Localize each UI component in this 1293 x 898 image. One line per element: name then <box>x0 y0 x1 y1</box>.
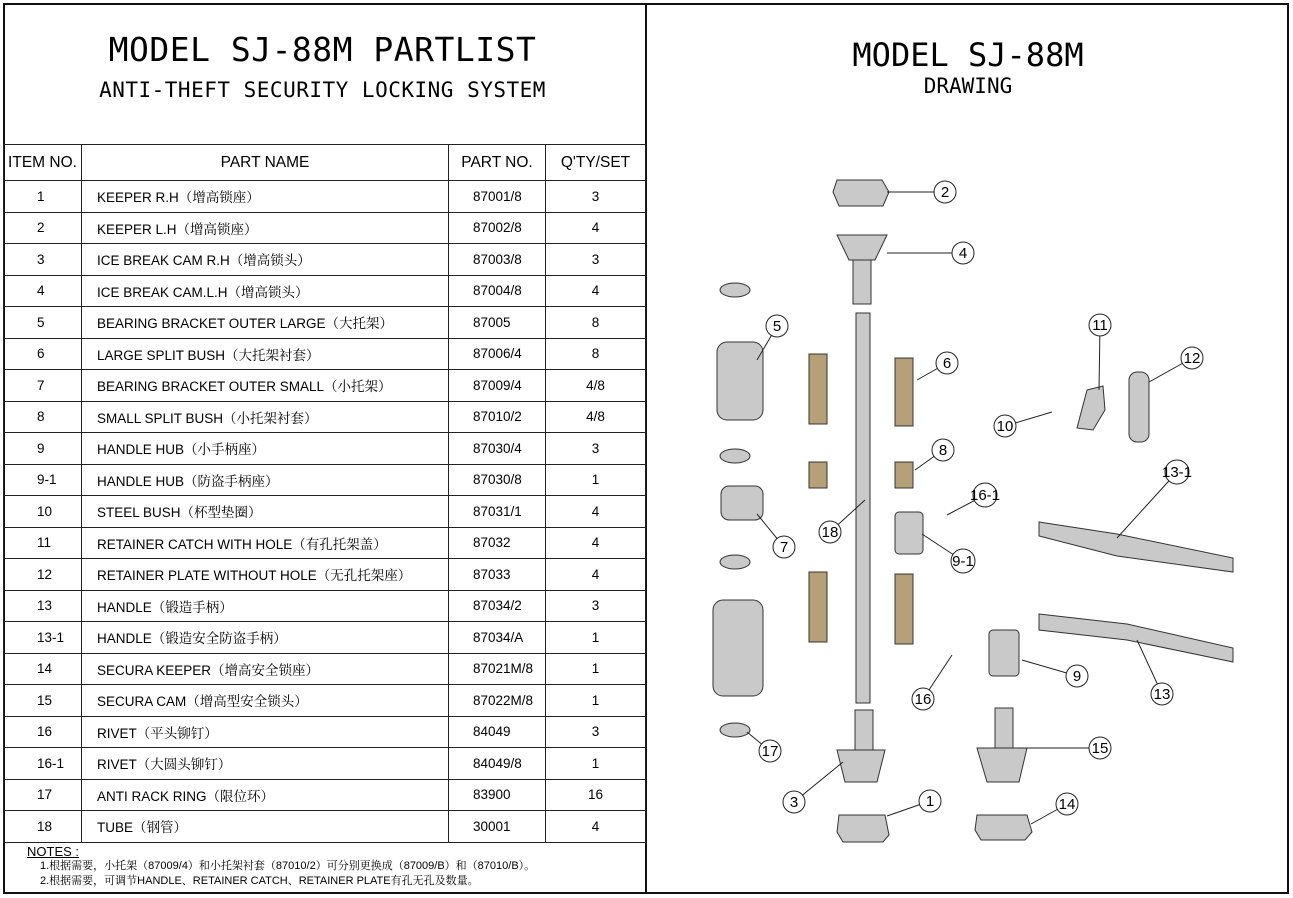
part-no-cell: 30001 <box>449 811 546 843</box>
item-no-cell: 10 <box>4 496 82 528</box>
table-header-row <box>4 145 646 181</box>
note-line-2: 2.根据需要，可调节HANDLE、RETAINER CATCH、RETAINER PLATE有孔无孔及数量。 <box>40 875 479 887</box>
part-name-cell: LARGE SPLIT BUSH（大托架衬套） <box>82 338 449 370</box>
callout-label: 5 <box>772 318 782 335</box>
table-row <box>4 559 646 591</box>
callout-label: 16-1 <box>969 487 1001 504</box>
header-item-no: ITEM NO. <box>4 145 82 181</box>
qty-cell: 1 <box>546 622 646 654</box>
table-row <box>4 779 646 811</box>
part-no-cell: 84049 <box>449 716 546 748</box>
table-row <box>4 685 646 717</box>
part-no-cell: 87030/4 <box>449 433 546 465</box>
item-no-cell: 9 <box>4 433 82 465</box>
item-no-cell: 13 <box>4 590 82 622</box>
part-no-cell: 83900 <box>449 779 546 811</box>
qty-cell: 4 <box>546 811 646 843</box>
item-no-cell: 11 <box>4 527 82 559</box>
table-row <box>4 527 646 559</box>
keeper-top-shape <box>833 180 889 206</box>
qty-cell: 3 <box>546 181 646 213</box>
ring-shape <box>720 555 750 569</box>
table-row <box>4 496 646 528</box>
handle-13-shape <box>1039 614 1233 662</box>
item-no-cell: 1 <box>4 181 82 213</box>
table-row <box>4 401 646 433</box>
qty-cell: 4 <box>546 496 646 528</box>
part-name-cell: RETAINER CATCH WITH HOLE（有孔托架盖） <box>82 527 449 559</box>
qty-cell: 4 <box>546 527 646 559</box>
header-part-no: PART NO. <box>449 145 546 181</box>
part-no-cell: 87032 <box>449 527 546 559</box>
part-no-cell: 87031/1 <box>449 496 546 528</box>
qty-cell: 1 <box>546 748 646 780</box>
item-no-cell: 2 <box>4 212 82 244</box>
table-row <box>4 307 646 339</box>
callout-label: 6 <box>942 355 952 372</box>
qty-cell: 3 <box>546 716 646 748</box>
item-no-cell: 18 <box>4 811 82 843</box>
split-bush-large-shape <box>809 354 827 424</box>
callout-leader <box>1117 472 1177 538</box>
drawing-title: MODEL SJ-88M <box>852 36 1084 74</box>
callout-label: 17 <box>761 743 779 760</box>
item-no-cell: 16-1 <box>4 748 82 780</box>
item-no-cell: 3 <box>4 244 82 276</box>
table-row <box>4 811 646 843</box>
table-row <box>4 212 646 244</box>
qty-cell: 4/8 <box>546 401 646 433</box>
callout-label: 12 <box>1183 350 1201 367</box>
table-row <box>4 338 646 370</box>
part-name-cell: STEEL BUSH（杯型垫圈） <box>82 496 449 528</box>
callout-label: 3 <box>789 794 799 811</box>
handle-131-shape <box>1039 522 1233 572</box>
part-name-cell: SECURA KEEPER（增高安全锁座） <box>82 653 449 685</box>
part-name-cell: RIVET（大圆头铆钉） <box>82 748 449 780</box>
part-no-cell: 87033 <box>449 559 546 591</box>
retainer-catch-shape <box>1077 386 1105 430</box>
part-no-cell: 87005 <box>449 307 546 339</box>
tube-end-bottom <box>855 710 873 750</box>
part-name-cell: BEARING BRACKET OUTER LARGE（大托架） <box>82 307 449 339</box>
part-no-cell: 87022M/8 <box>449 685 546 717</box>
part-no-cell: 87004/8 <box>449 275 546 307</box>
bracket-large-shape-2 <box>713 600 763 696</box>
part-name-cell: HANDLE（锻造手柄） <box>82 590 449 622</box>
part-name-cell: TUBE（钢管） <box>82 811 449 843</box>
secura-cam-shape <box>977 748 1027 782</box>
part-name-cell: HANDLE HUB（小手柄座） <box>82 433 449 465</box>
secura-keeper-shape <box>975 815 1032 840</box>
table-row <box>4 622 646 654</box>
header-qty: Q'TY/SET <box>546 145 646 181</box>
callout-label: 8 <box>938 442 948 459</box>
part-no-cell: 87006/4 <box>449 338 546 370</box>
qty-cell: 8 <box>546 338 646 370</box>
qty-cell: 1 <box>546 653 646 685</box>
split-bush-large-shape-4 <box>895 574 913 644</box>
qty-cell: 4 <box>546 275 646 307</box>
item-no-cell: 13-1 <box>4 622 82 654</box>
item-no-cell: 4 <box>4 275 82 307</box>
callout-label: 11 <box>1092 317 1108 334</box>
part-name-cell: SECURA CAM（增高型安全锁头） <box>82 685 449 717</box>
tube-end-top <box>853 260 871 304</box>
part-no-cell: 87034/A <box>449 622 546 654</box>
split-bush-small-shape <box>809 462 827 488</box>
callout-label: 1 <box>925 793 935 810</box>
part-name-cell: HANDLE（锻造安全防盗手柄） <box>82 622 449 654</box>
callout-label: 13-1 <box>1161 464 1193 481</box>
callout-label: 14 <box>1058 796 1076 813</box>
note-line-1: 1.根据需要，小托架（87009/4）和小托架衬套（87010/2）可分别更换成（87009/B）和（87010/B）。 <box>40 860 536 872</box>
qty-cell: 4 <box>546 559 646 591</box>
part-name-cell: KEEPER R.H（增高锁座） <box>82 181 449 213</box>
qty-cell: 3 <box>546 433 646 465</box>
item-no-cell: 16 <box>4 716 82 748</box>
bracket-large-shape <box>717 342 763 420</box>
part-no-cell: 87021M/8 <box>449 653 546 685</box>
part-no-cell: 87034/2 <box>449 590 546 622</box>
part-name-cell: ANTI RACK RING（限位环） <box>82 779 449 811</box>
item-no-cell: 6 <box>4 338 82 370</box>
handle-hub-9-shape <box>989 630 1019 676</box>
callout-label: 10 <box>996 418 1014 435</box>
table-row <box>4 653 646 685</box>
cam-top-shape <box>837 235 887 260</box>
split-bush-small-shape-2 <box>895 462 913 488</box>
partlist-subtitle: ANTI-THEFT SECURITY LOCKING SYSTEM <box>99 78 546 102</box>
part-name-cell: BEARING BRACKET OUTER SMALL（小托架） <box>82 370 449 402</box>
part-name-cell: RETAINER PLATE WITHOUT HOLE（无孔托架座） <box>82 559 449 591</box>
table-row <box>4 464 646 496</box>
qty-cell: 3 <box>546 590 646 622</box>
table-row <box>4 275 646 307</box>
ring-shape <box>720 723 750 737</box>
callout-label: 15 <box>1091 740 1109 757</box>
table-row <box>4 590 646 622</box>
item-no-cell: 14 <box>4 653 82 685</box>
part-no-cell: 87009/4 <box>449 370 546 402</box>
callout-label: 7 <box>779 539 789 556</box>
part-name-cell: SMALL SPLIT BUSH（小托架衬套） <box>82 401 449 433</box>
table-row <box>4 748 646 780</box>
part-no-cell: 87003/8 <box>449 244 546 276</box>
parts-table <box>3 144 646 843</box>
partlist-title: MODEL SJ-88M PARTLIST <box>108 30 537 69</box>
item-no-cell: 7 <box>4 370 82 402</box>
part-no-cell: 84049/8 <box>449 748 546 780</box>
item-no-cell: 9-1 <box>4 464 82 496</box>
table-row <box>4 370 646 402</box>
callout-label: 9 <box>1072 668 1082 685</box>
item-no-cell: 8 <box>4 401 82 433</box>
part-name-cell: ICE BREAK CAM.L.H（增高锁头） <box>82 275 449 307</box>
table-row <box>4 716 646 748</box>
part-no-cell: 87010/2 <box>449 401 546 433</box>
part-name-cell: RIVET（平头铆钉） <box>82 716 449 748</box>
split-bush-large-shape-2 <box>895 358 913 426</box>
table-row <box>4 244 646 276</box>
handle-hub-91-shape <box>895 512 923 554</box>
retainer-plate-shape <box>1129 372 1149 442</box>
item-no-cell: 5 <box>4 307 82 339</box>
callout-label: 4 <box>958 245 968 262</box>
ring-shape <box>720 283 750 297</box>
item-no-cell: 17 <box>4 779 82 811</box>
qty-cell: 4 <box>546 212 646 244</box>
split-bush-large-shape-3 <box>809 572 827 642</box>
notes <box>27 844 535 889</box>
callout-label: 16 <box>914 691 932 708</box>
part-name-cell: ICE BREAK CAM R.H（增高锁头） <box>82 244 449 276</box>
qty-cell: 16 <box>546 779 646 811</box>
part-name-cell: KEEPER L.H（增高锁座） <box>82 212 449 244</box>
table-row <box>4 433 646 465</box>
part-name-cell: HANDLE HUB（防盗手柄座） <box>82 464 449 496</box>
secura-tube-end <box>995 708 1013 748</box>
part-no-cell: 87001/8 <box>449 181 546 213</box>
callout-label: 13 <box>1153 686 1171 703</box>
qty-cell: 1 <box>546 685 646 717</box>
ring-shape <box>720 449 750 463</box>
callout-label: 18 <box>821 524 839 541</box>
part-no-cell: 87030/8 <box>449 464 546 496</box>
header-part-name: PART NAME <box>82 145 449 181</box>
table-row <box>4 181 646 213</box>
item-no-cell: 12 <box>4 559 82 591</box>
drawing-subtitle: DRAWING <box>923 74 1013 98</box>
callout-label: 9-1 <box>952 553 974 570</box>
notes-title: NOTES : <box>27 844 80 859</box>
qty-cell: 1 <box>546 464 646 496</box>
part-no-cell: 87002/8 <box>449 212 546 244</box>
callout-label: 2 <box>940 184 950 201</box>
bracket-small-shape <box>721 486 763 520</box>
qty-cell: 8 <box>546 307 646 339</box>
item-no-cell: 15 <box>4 685 82 717</box>
qty-cell: 4/8 <box>546 370 646 402</box>
cam-bottom-shape <box>837 750 885 782</box>
tube-shape <box>856 313 870 703</box>
qty-cell: 3 <box>546 244 646 276</box>
keeper-bottom-shape <box>837 815 889 842</box>
exploded-drawing <box>647 110 1289 890</box>
